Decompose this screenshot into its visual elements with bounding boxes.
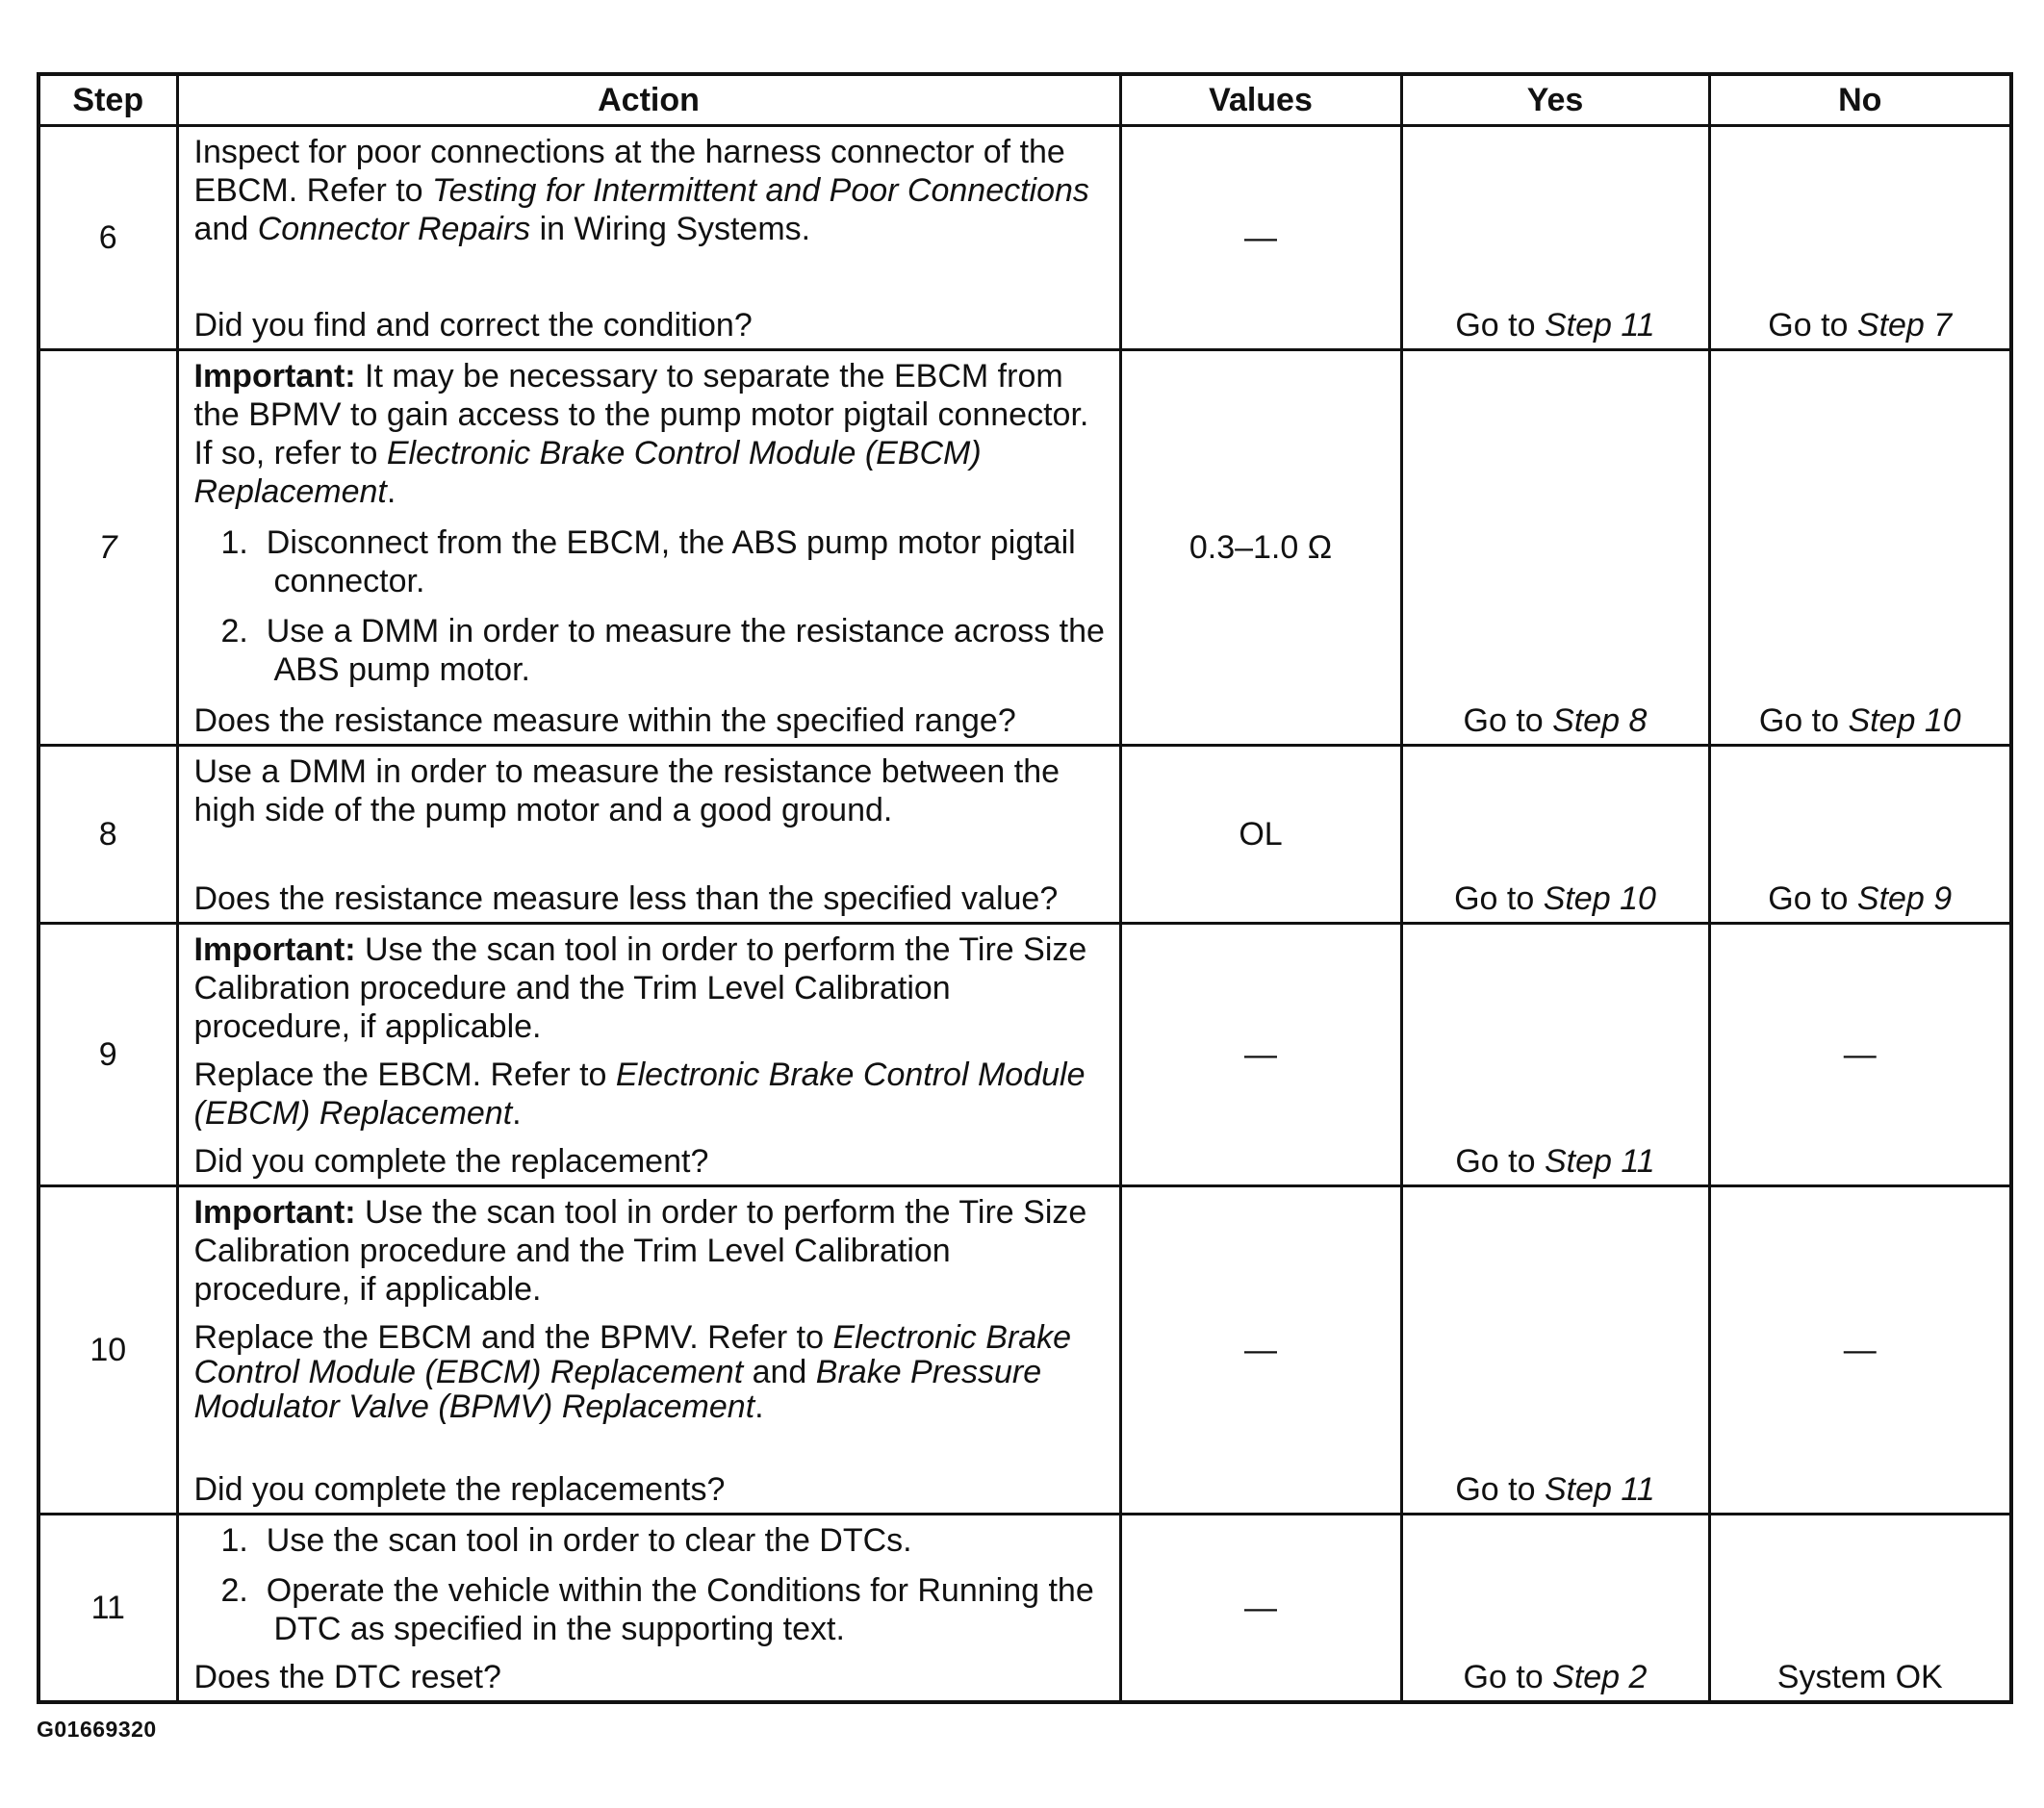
- header-yes: Yes: [1401, 74, 1709, 126]
- values-cell: OL: [1120, 746, 1401, 924]
- step-number: 6: [38, 126, 177, 350]
- action-question: Did you find and correct the condition?: [193, 307, 753, 344]
- figure-id: G01669320: [37, 1717, 157, 1742]
- action-paragraph: Use a DMM in order to measure the resistance between the high side of the pump motor and a good ground.: [193, 753, 1060, 828]
- step-ref: Step 7: [1856, 307, 1953, 344]
- table-row: [38, 924, 2011, 1186]
- header-action: Action: [177, 74, 1120, 126]
- step-number: 7: [38, 350, 177, 746]
- table-row: [38, 1186, 2011, 1515]
- step-number: 11: [38, 1515, 177, 1703]
- no-cell: —: [1709, 924, 2011, 1186]
- table-row: [38, 350, 2011, 746]
- step-ref: Step 11: [1544, 1143, 1655, 1180]
- no-cell: Go to Step 10: [1709, 350, 2011, 746]
- values-cell: —: [1120, 126, 1401, 350]
- no-cell: Go to Step 9: [1709, 746, 2011, 924]
- action-question: Did you complete the replacement?: [193, 1143, 709, 1180]
- no-cell: Go to Step 7: [1709, 126, 2011, 350]
- step-number: 10: [38, 1186, 177, 1515]
- procedure-list: [194, 1521, 1106, 1648]
- yes-cell: Go to Step 11: [1401, 126, 1709, 350]
- table-row: [38, 1515, 2011, 1703]
- step-ref: Step 8: [1552, 702, 1648, 739]
- action-question: Did you complete the replacements?: [193, 1471, 726, 1508]
- step-number: 9: [38, 924, 177, 1186]
- important-note: Important: Use the scan tool in order to perform the Tire Size Calibration procedure and the Trim Level Calibration procedure, if applicable.: [193, 931, 1087, 1045]
- important-note: Important: It may be necessary to separate the EBCM from the BPMV to gain access to the pump motor pigtail connector. If so, refer to Electronic Brake Control Module (EBCM) Replacement.: [193, 358, 1089, 510]
- no-cell: —: [1709, 1186, 2011, 1515]
- action-question: Does the resistance measure within the specified range?: [193, 702, 1016, 739]
- list-item: 1. Use the scan tool in order to clear the DTCs.: [220, 1522, 912, 1559]
- action-cell: [177, 1186, 1120, 1515]
- yes-cell: Go to Step 11: [1401, 924, 1709, 1186]
- header-step: Step: [38, 74, 177, 126]
- values-cell: 0.3–1.0 Ω: [1120, 350, 1401, 746]
- step-ref: Step 10: [1543, 880, 1656, 917]
- list-item: 1. Disconnect from the EBCM, the ABS pump motor pigtail connector.: [220, 524, 1076, 599]
- action-question: Does the resistance measure less than the specified value?: [193, 880, 1059, 917]
- no-cell: System OK: [1709, 1515, 2011, 1703]
- procedure-list: [194, 523, 1106, 689]
- yes-cell: Go to Step 2: [1401, 1515, 1709, 1703]
- step-ref: Step 9: [1856, 880, 1953, 917]
- important-note: Important: Use the scan tool in order to perform the Tire Size Calibration procedure and the Trim Level Calibration procedure, if applicable.: [193, 1194, 1087, 1308]
- yes-cell: Go to Step 8: [1401, 350, 1709, 746]
- action-cell: [177, 126, 1120, 350]
- list-item: 2. Operate the vehicle within the Conditions for Running the DTC as specified in the supporting text.: [220, 1572, 1094, 1647]
- step-ref: Step 2: [1552, 1659, 1648, 1695]
- values-cell: —: [1120, 1186, 1401, 1515]
- action-cell: [177, 1515, 1120, 1703]
- header-values: Values: [1120, 74, 1401, 126]
- action-cell: [177, 350, 1120, 746]
- header-no: No: [1709, 74, 2011, 126]
- yes-cell: Go to Step 11: [1401, 1186, 1709, 1515]
- list-item: 2. Use a DMM in order to measure the resistance across the ABS pump motor.: [220, 613, 1105, 688]
- yes-cell: Go to Step 10: [1401, 746, 1709, 924]
- step-number: 8: [38, 746, 177, 924]
- step-ref: Step 10: [1848, 702, 1961, 739]
- action-cell: [177, 924, 1120, 1186]
- table-row: [38, 746, 2011, 924]
- step-ref: Step 11: [1544, 307, 1655, 344]
- values-cell: —: [1120, 1515, 1401, 1703]
- action-paragraph: Replace the EBCM. Refer to Electronic Brake Control Module (EBCM) Replacement.: [193, 1057, 1086, 1132]
- values-cell: —: [1120, 924, 1401, 1186]
- action-cell: [177, 746, 1120, 924]
- table-row: [38, 126, 2011, 350]
- header-row: [38, 74, 2011, 126]
- action-question: Does the DTC reset?: [193, 1659, 501, 1695]
- action-paragraph: Replace the EBCM and the BPMV. Refer to Electronic Brake Control Module (EBCM) Replacement and Brake Pressure Modulator Valve (BPMV) Replacement.: [193, 1319, 1072, 1425]
- step-ref: Step 11: [1544, 1471, 1655, 1508]
- diagnostic-table: [37, 72, 2013, 1704]
- action-paragraph: Inspect for poor connections at the harness connector of the EBCM. Refer to Testing for Intermittent and Poor Connections and Connector Repairs in Wiring Systems.: [193, 134, 1089, 247]
